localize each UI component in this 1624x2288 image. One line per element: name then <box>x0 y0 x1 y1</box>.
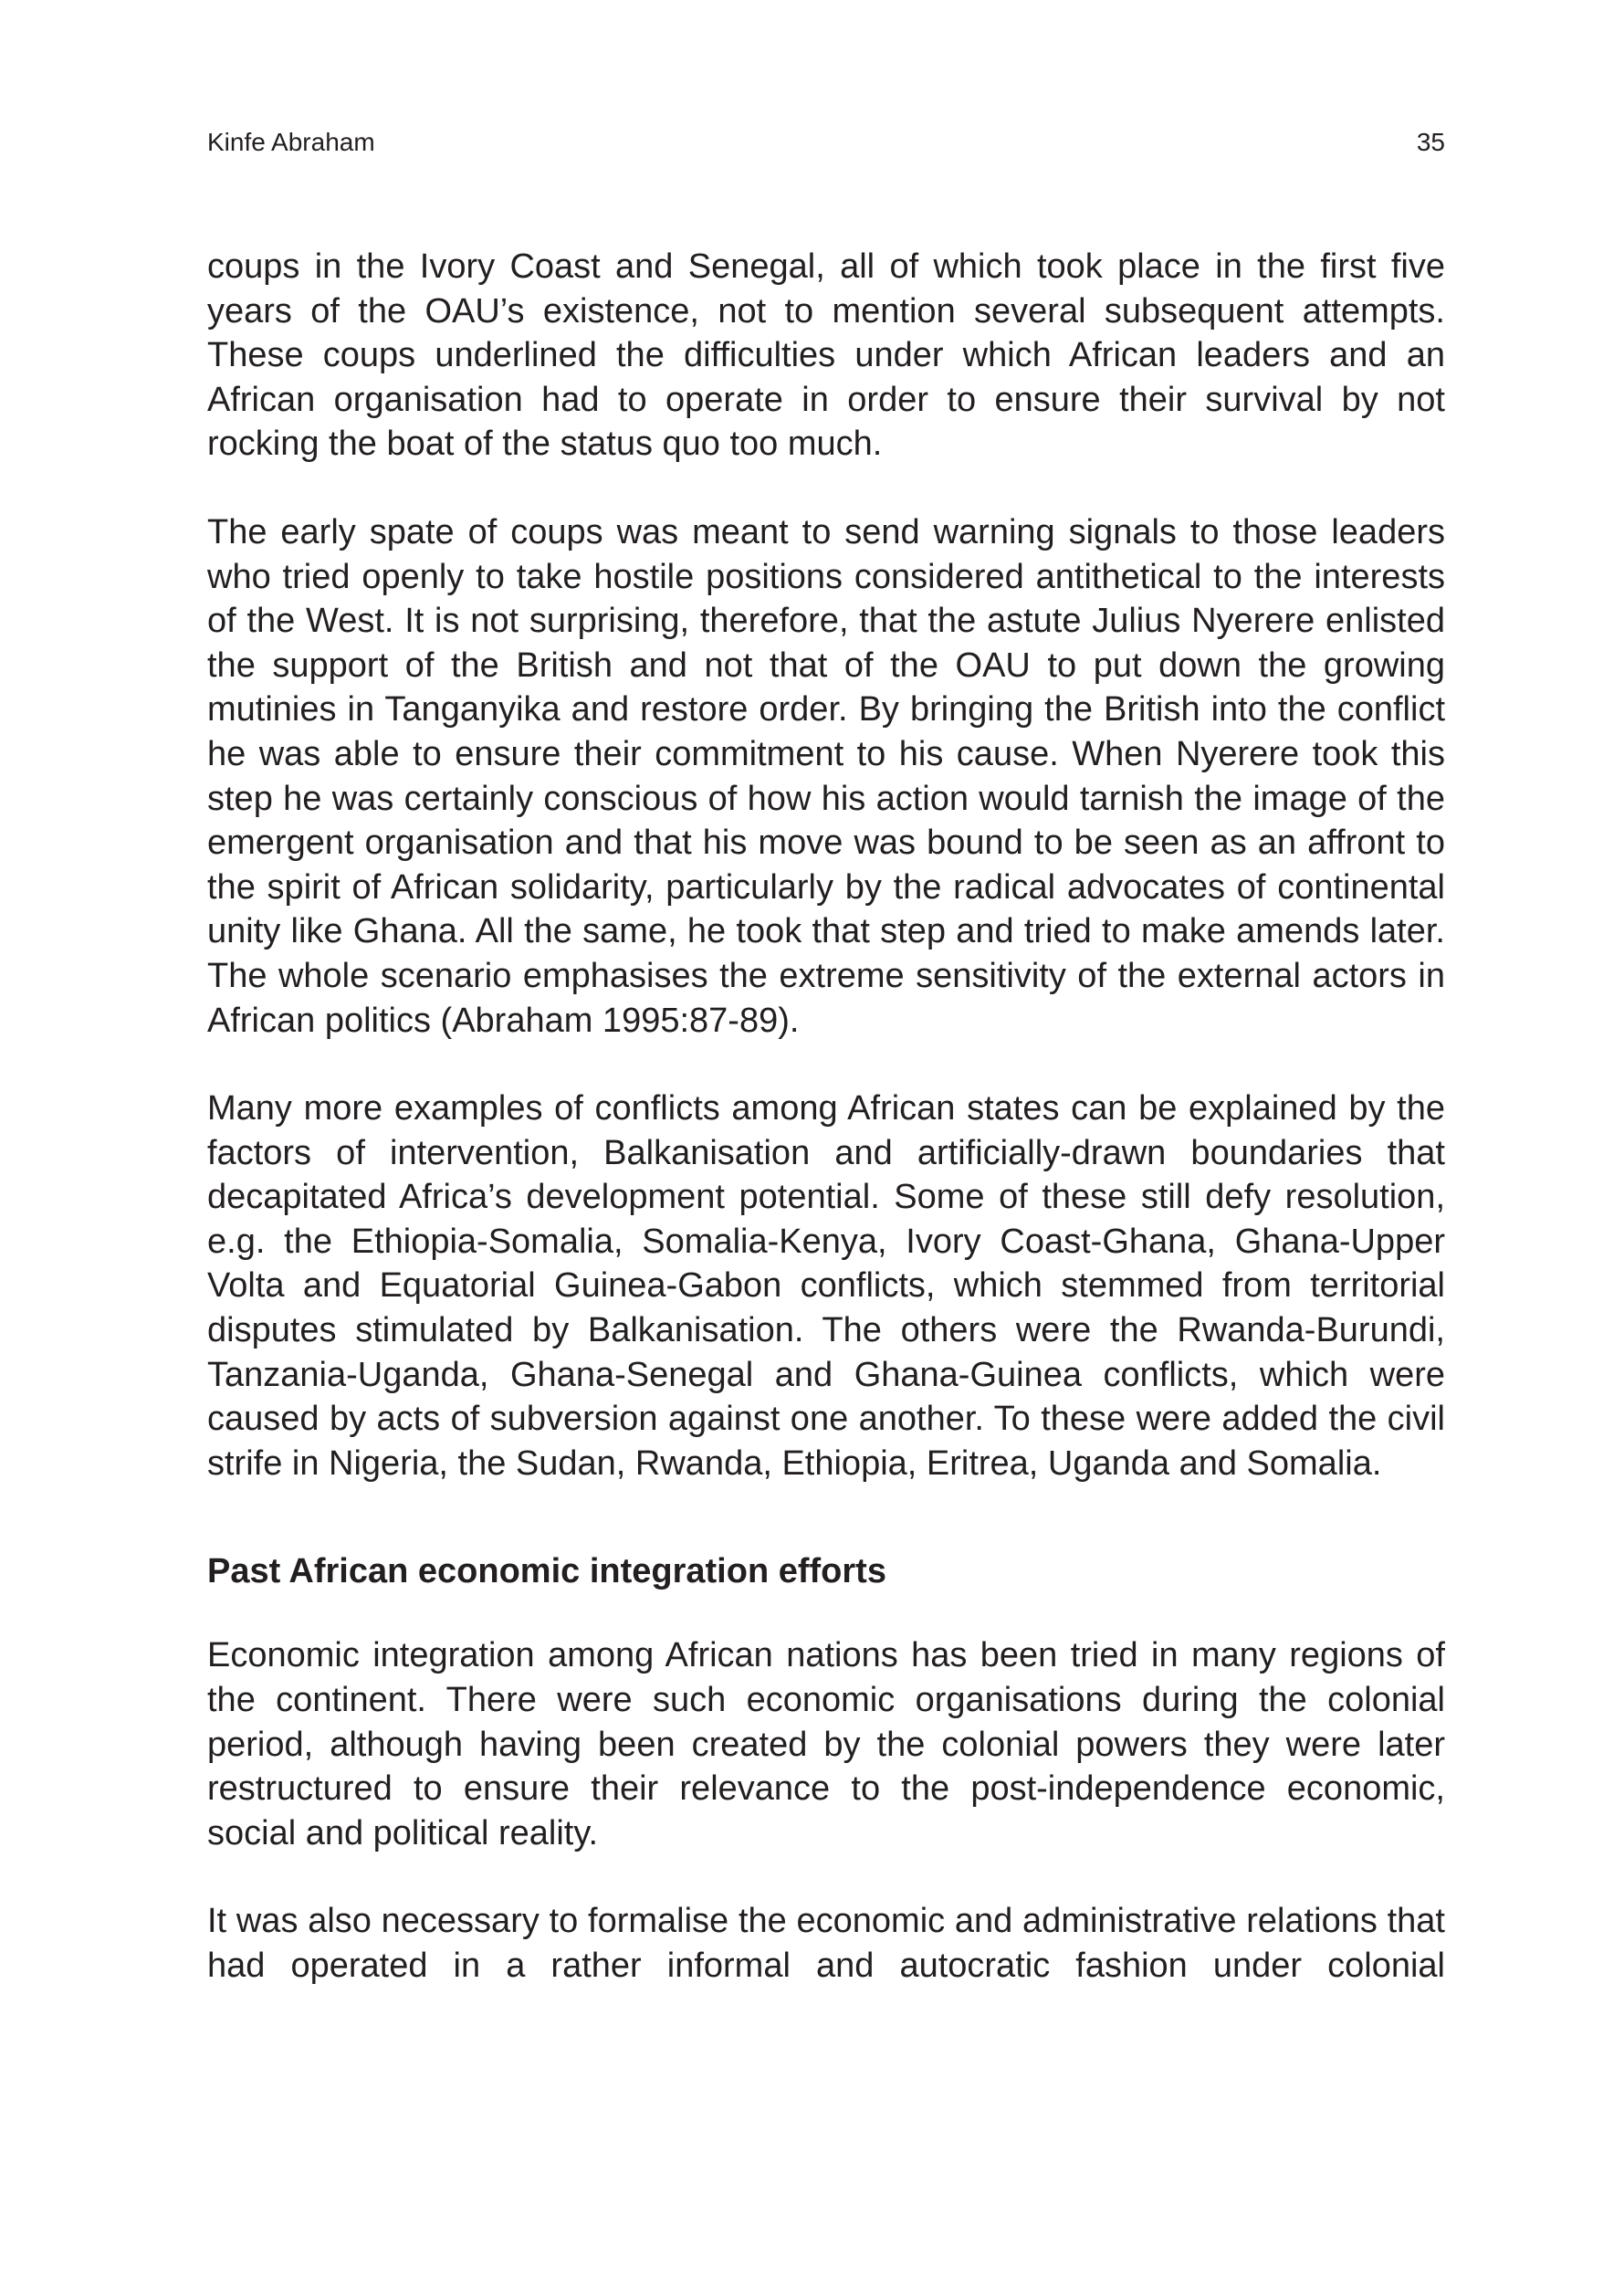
running-header <box>207 126 1445 159</box>
page-number: 35 <box>1416 128 1445 156</box>
author-name: Kinfe Abraham <box>207 128 375 156</box>
section-heading: Past African economic integration efforts <box>207 1552 886 1591</box>
paragraph-formalise-relations: It was also necessary to formalise the economic and administrative relations that had operated in a rather informal and autocratic fashion under colonial <box>207 1902 1445 1985</box>
paragraph-conflicts: Many more examples of conflicts among African states can be explained by the factors of intervention, Balkanisation and artificially-drawn boundaries that decapitated Africa’s development potential. Some of these still defy resolution, e.g. the Ethiopia-Somalia, Somalia-Kenya, Ivory Coast-Ghana, Ghana-Upper Volta and Equatorial Guinea-Gabon conflicts, which stemmed from territorial disputes stimulated by Balkanisation. The others were the Rwanda-Burundi, Tanzania-Uganda, Ghana-Senegal and Ghana-Guinea conflicts, which were caused by acts of subversion against one another. To these were added the civil strife in Nigeria, the Sudan, Rwanda, Ethiopia, Eritrea, Uganda and Somalia. <box>207 1089 1445 1483</box>
page-body <box>207 245 1445 2032</box>
paragraph-coups: coups in the Ivory Coast and Senegal, all of which took place in the first five years of the OAU’s existence, not to mention several subsequent attempts. These coups underlined the difficulties under which African leaders and an African organisation had to operate in order to ensure their survival by not rocking the boat of the status quo too much. <box>207 247 1445 464</box>
paragraph-economic-integration: Economic integration among African nations has been tried in many regions of the continent. There were such economic organisations during the colonial period, although having been created by the colonial powers they were later restructured to ensure their relevance to the post-independence economic, social and political reality. <box>207 1636 1445 1852</box>
paragraph-nyerere: The early spate of coups was meant to send warning signals to those leaders who tried openly to take hostile positions considered antithetical to the interests of the West. It is not surprising, therefore, that the astute Julius Nyerere enlisted the support of the British and not that of the OAU to put down the growing mutinies in Tanganyika and restore order. By bringing the British into the conflict he was able to ensure their commitment to his cause. When Nyerere took this step he was certainly conscious of how his action would tarnish the image of the emergent organisation and that his move was bound to be seen as an affront to the spirit of African solidarity, particularly by the radical advocates of continental unity like Ghana. All the same, he took that step and tried to make amends later. The whole scenario emphasises the extreme sensitivity of the external actors in African politics (Abraham 1995:87-89). <box>207 512 1445 1040</box>
